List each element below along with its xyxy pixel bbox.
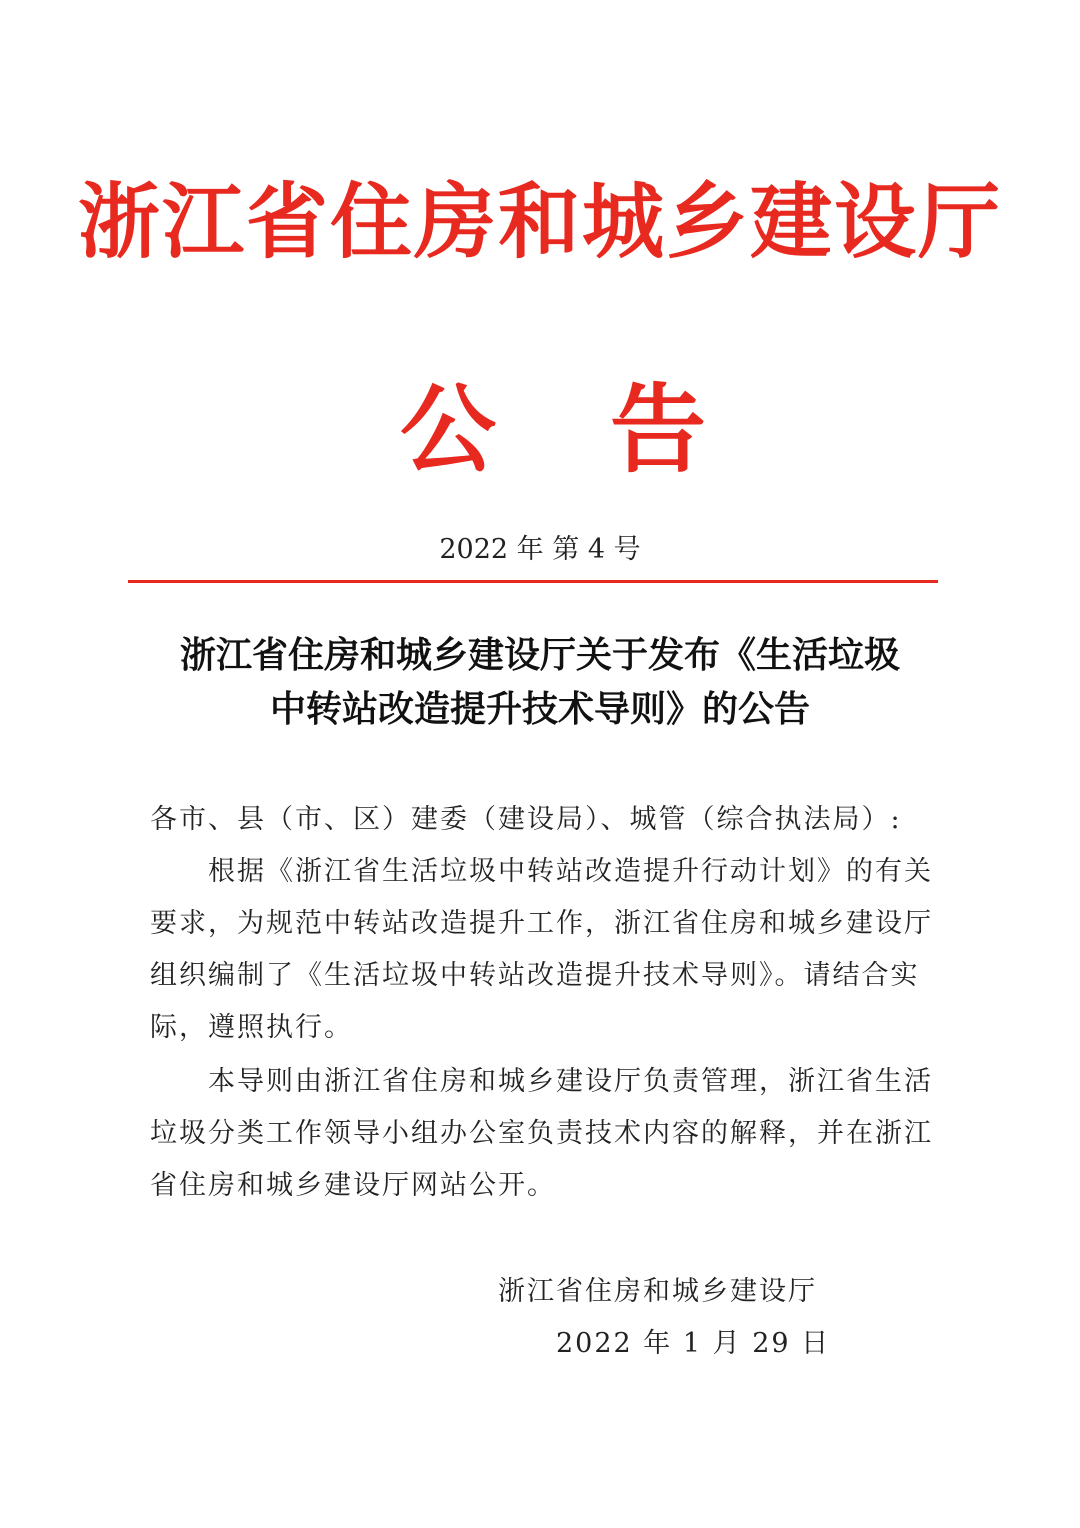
paragraph-line: 根据《浙江省生活垃圾中转站改造提升行动计划》的有关 xyxy=(208,856,933,887)
paragraph-line: 垃圾分类工作领导小组办公室负责技术内容的解释，并在浙江 xyxy=(150,1118,933,1149)
document-type-char: 告 xyxy=(610,374,706,486)
document-number: 2022 年 第 4 号 xyxy=(439,534,641,565)
document-type-char: 公 xyxy=(400,374,496,486)
body-paragraph-1 xyxy=(150,846,940,1054)
announcement-title xyxy=(140,628,940,736)
paragraph-line: 组织编制了《生活垃圾中转站改造提升技术导则》。请结合实 xyxy=(150,960,920,991)
paragraph-line: 省住房和城乡建设厅网站公开。 xyxy=(150,1170,556,1201)
title-line: 中转站改造提升技术导则》的公告 xyxy=(269,688,810,730)
paragraph-line: 要求，为规范中转站改造提升工作，浙江省住房和城乡建设厅 xyxy=(150,908,933,939)
title-line: 浙江省住房和城乡建设厅关于发布《生活垃圾 xyxy=(179,634,900,676)
red-divider xyxy=(128,580,938,583)
paragraph-line: 际，遵照执行。 xyxy=(150,1012,353,1043)
issuer-heading: 浙江省住房和城乡建设厅 xyxy=(77,175,1002,270)
body-paragraph-2 xyxy=(150,1056,940,1212)
document-type-heading xyxy=(0,370,1080,490)
addressee: 各市、县（市、区）建委（建设局）、城管（综合执法局）: xyxy=(150,804,902,835)
signature-date: 2022 年 1 月 29 日 xyxy=(556,1328,831,1359)
paragraph-line: 本导则由浙江省住房和城乡建设厅负责管理，浙江省生活 xyxy=(208,1066,933,1097)
signature-issuer: 浙江省住房和城乡建设厅 xyxy=(498,1276,817,1307)
